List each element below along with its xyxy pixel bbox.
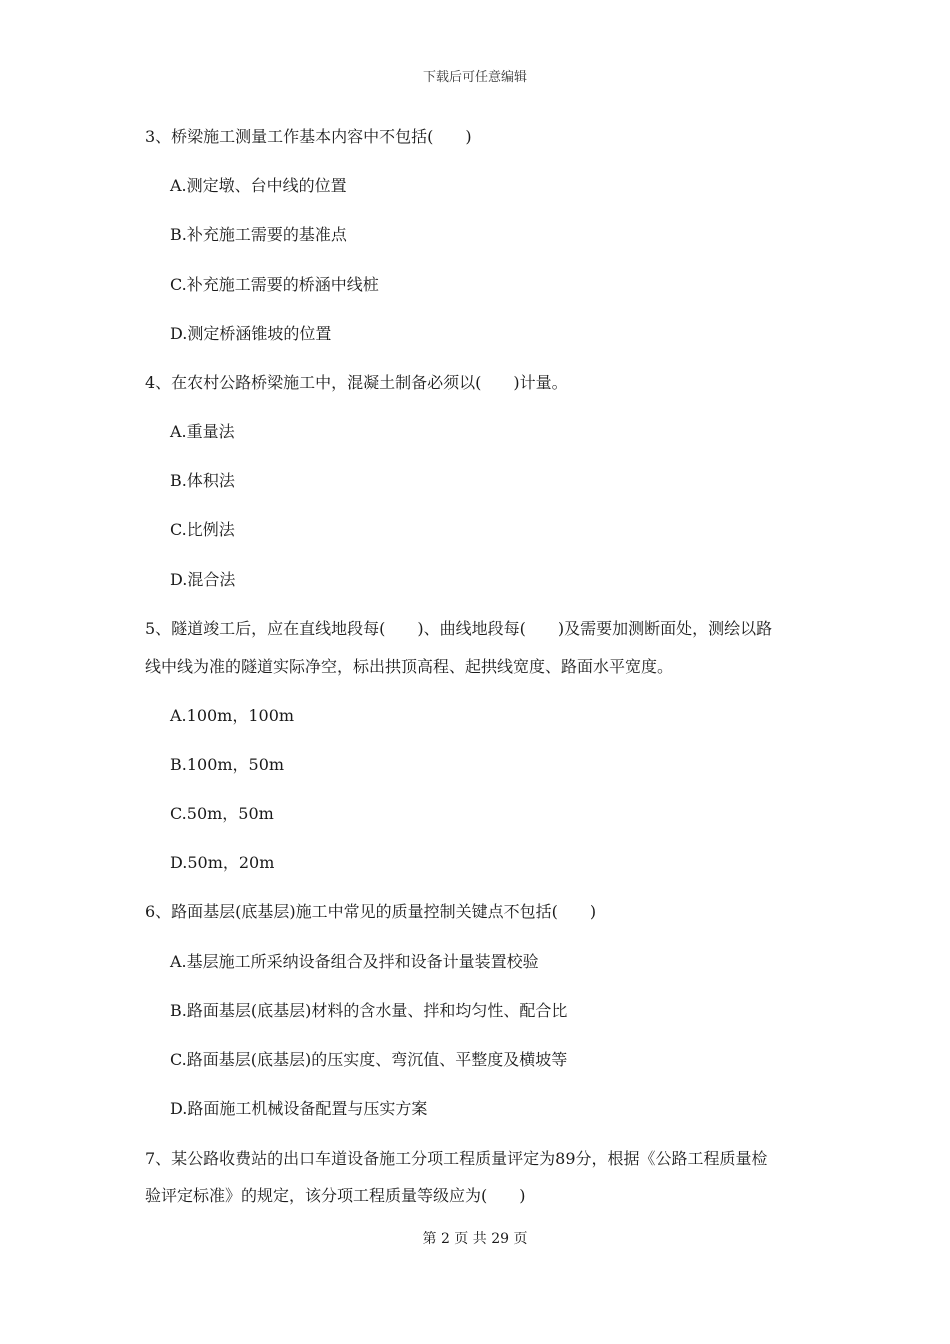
question-5-stem-line-2: 线中线为准的隧道实际净空，标出拱顶高程、起拱线宽度、路面水平宽度。 xyxy=(145,657,674,676)
question-5-option-b: B.100m，50m xyxy=(170,755,285,774)
question-6-option-b: B.路面基层(底基层)材料的含水量、拌和均匀性、配合比 xyxy=(170,1001,568,1020)
page-header: 下载后可任意编辑 xyxy=(422,70,527,85)
question-3-stem: 3、桥梁施工测量工作基本内容中不包括( ) xyxy=(145,127,472,146)
question-7-stem-line-1: 7、某公路收费站的出口车道设备施工分项工程质量评定为89分，根据《公路工程质量检 xyxy=(145,1149,768,1168)
question-6-stem: 6、路面基层(底基层)施工中常见的质量控制关键点不包括( ) xyxy=(145,902,597,921)
question-4-option-b: B.体积法 xyxy=(170,471,235,490)
question-5-stem-line-1: 5、隧道竣工后，应在直线地段每( )、曲线地段每( )及需要加测断面处，测绘以路 xyxy=(145,619,773,638)
question-4-option-d: D.混合法 xyxy=(170,570,236,589)
question-4-stem: 4、在农村公路桥梁施工中，混凝土制备必须以( )计量。 xyxy=(145,373,568,392)
question-3-option-d: D.测定桥涵锥坡的位置 xyxy=(170,324,332,343)
question-7-stem-line-2: 验评定标准》的规定，该分项工程质量等级应为( ) xyxy=(145,1186,526,1205)
question-5-option-c: C.50m，50m xyxy=(170,804,274,823)
question-5-option-d: D.50m，20m xyxy=(170,853,275,872)
question-6-option-c: C.路面基层(底基层)的压实度、弯沉值、平整度及横坡等 xyxy=(170,1050,568,1069)
question-4-option-c: C.比例法 xyxy=(170,520,235,539)
question-4-option-a: A.重量法 xyxy=(170,422,235,441)
question-3-option-a: A.测定墩、台中线的位置 xyxy=(170,176,347,195)
question-3-option-b: B.补充施工需要的基准点 xyxy=(170,225,347,244)
question-6-option-d: D.路面施工机械设备配置与压实方案 xyxy=(170,1099,428,1118)
question-3-option-c: C.补充施工需要的桥涵中线桩 xyxy=(170,275,379,294)
page-number: 第 2 页 共 29 页 xyxy=(422,1231,528,1247)
question-6-option-a: A.基层施工所采纳设备组合及拌和设备计量装置校验 xyxy=(170,952,539,971)
question-5-option-a: A.100m，100m xyxy=(170,706,295,725)
